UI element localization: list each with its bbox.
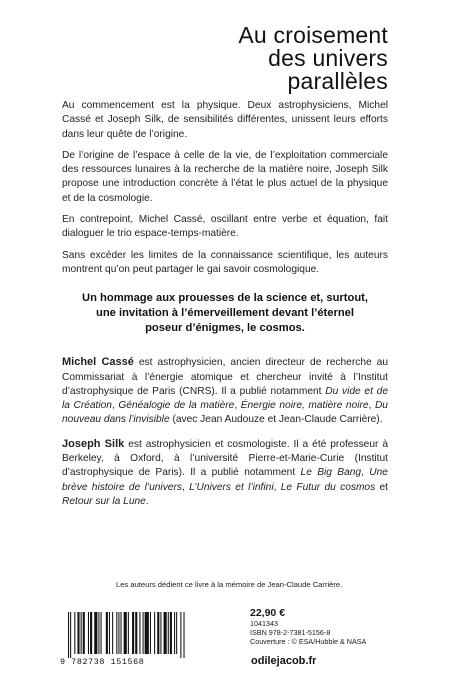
bio-silk-sep-1: ,: [361, 467, 370, 479]
bio-casse-work-1: Du vide et de la Création: [62, 385, 389, 412]
barcode-bar: [74, 612, 75, 654]
barcode-bar: [160, 612, 161, 654]
barcode-bar: [124, 612, 127, 654]
price: 22,90 €: [250, 607, 286, 619]
barcode-bar: [106, 612, 108, 654]
barcode-bar: [145, 612, 149, 654]
barcode-bar: [118, 612, 119, 654]
bio-casse-work-3: Énergie noire, matière noire: [240, 400, 369, 412]
barcode-bar: [180, 612, 181, 658]
bio-silk-work-5: Retour sur la Lune: [62, 495, 146, 507]
bio-casse-sep-3: ,: [368, 400, 375, 412]
barcode-bar: [109, 612, 110, 654]
bio-silk-sep-2: ,: [181, 481, 190, 493]
barcode-bar: [98, 612, 99, 654]
barcode-bar: [94, 612, 97, 654]
author-name-casse: Michel Cassé: [62, 356, 134, 369]
bio-silk-sep-4: et: [375, 481, 389, 493]
bio-casse-sep-1: ,: [111, 400, 119, 412]
blurb-paragraph-3: En contrepoint, Michel Cassé, oscillant entre verbe et équation, fait dialoguer le trio espace-temps-matière.: [62, 214, 388, 240]
bio-casse-work-4: Du nouveau dans l’invisible: [62, 400, 388, 426]
bio-casse-text-1: est astrophysicien, ancien directeur de recherche au Commissariat à l’énergie atomique et chercheur invité à l’Institut d’astrophysique de Paris (CNRS). Il a publié notamment: [62, 357, 388, 397]
dedication: Les auteurs dédient ce livre à la mémoire de Jean-Claude Carrière.: [116, 580, 343, 589]
barcode-digits: 9 782738 151568: [60, 657, 145, 667]
bio-silk-work-1: Le Big Bang: [300, 467, 362, 479]
blurb-paragraph-4: Sans excéder les limites de la connaissance scientifique, les auteurs montrent qu’on peut partager le gai savoir cosmologique.: [62, 249, 388, 275]
author-name-silk: Joseph Silk: [62, 437, 125, 450]
bio-silk-work-4: Le Futur du cosmos: [280, 481, 376, 493]
price-info: [250, 607, 366, 646]
product-code: 1041343: [250, 619, 278, 628]
barcode-bar: [88, 612, 89, 654]
tagline: [62, 291, 388, 336]
barcode-bar: [70, 612, 71, 658]
barcode-bar: [184, 612, 185, 658]
barcode-bar: [170, 612, 172, 654]
barcode-bar: [112, 612, 113, 654]
author-bio-silk: [62, 437, 388, 509]
bio-silk-work-3: L’Univers et l’infini: [189, 481, 274, 493]
barcode-bar: [143, 612, 144, 654]
title-line-3: parallèles: [287, 68, 388, 94]
bio-casse-work-2: Généalogie de la matière: [118, 400, 235, 412]
bio-casse-text-2: (avec Jean Audouze et Jean-Claude Carrière).: [169, 414, 383, 426]
blurb-paragraph-1: Au commencement est la physique. Deux astrophysiciens, Michel Cassé et Joseph Silk, de sensibilités différentes, unissent leurs efforts dans leur quête de l’origine.: [62, 100, 388, 140]
bio-silk-work-2: Une brève histoire de l’univers: [62, 467, 388, 493]
book-title: [238, 24, 388, 93]
barcode-bars: [66, 612, 216, 658]
barcode-bar: [139, 612, 140, 654]
bio-silk-text-2: .: [145, 495, 149, 507]
barcode-bar: [150, 612, 151, 654]
blurb-paragraph-2: De l’origine de l’espace à celle de la vie, de l’exploitation commerciale des ressources lunaires à la recherche de la matière noire, Joseph Silk propose une introduction concrète à l’état le plus actuel de la physique et de la cosmologie.: [62, 149, 388, 204]
barcode-bar: [116, 612, 117, 654]
title-line-2: des univers: [268, 45, 388, 71]
cover-credit: Couverture : © ESA/Hubble & NASA: [250, 637, 367, 646]
barcode-bar: [121, 612, 122, 654]
author-bio-casse: [62, 355, 388, 427]
barcode-bar: [77, 612, 79, 654]
barcode-bar: [101, 612, 102, 654]
barcode: [60, 612, 220, 668]
tagline-line-1: Un hommage aux prouesses de la science et, surtout,: [82, 292, 368, 305]
barcode-bar: [68, 612, 69, 658]
barcode-bar: [83, 612, 85, 654]
barcode-bar: [164, 612, 167, 654]
bio-silk-text-1: est astrophysicien et cosmologiste. Il a été professeur à Berkeley, à Oxford, à l’université Pierre-et-Marie-Curie (Institut d’astrophysique de Paris). Il a publié notamment: [62, 438, 389, 479]
barcode-bar: [174, 612, 175, 654]
title-line-1: Au croisement: [238, 22, 388, 48]
publisher-website: odilejacob.fr: [251, 655, 317, 667]
blurb: [62, 99, 388, 518]
isbn: ISBN 978-2-7381-5156-8: [250, 628, 331, 637]
bio-casse-sep-2: ,: [234, 400, 241, 412]
barcode-bar: [176, 612, 177, 654]
barcode-bar: [90, 612, 92, 654]
barcode-bar: [168, 612, 169, 654]
barcode-bar: [157, 612, 159, 654]
bio-silk-sep-3: ,: [273, 481, 281, 493]
tagline-line-2: une invitation à l’émerveillement devant l’éternel: [95, 307, 355, 320]
barcode-bar: [135, 612, 137, 654]
barcode-bar: [81, 612, 82, 654]
barcode-bar: [128, 612, 129, 654]
barcode-bar: [154, 612, 155, 654]
tagline-line-3: poseur d’énigmes, le cosmos.: [145, 322, 305, 335]
barcode-bar: [132, 612, 134, 654]
